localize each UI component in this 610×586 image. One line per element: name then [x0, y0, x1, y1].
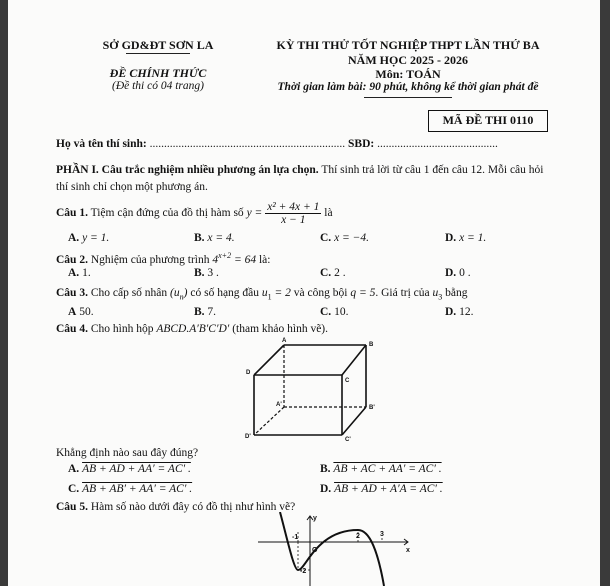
q2-base: 4	[212, 253, 219, 266]
q2-tail: là:	[256, 253, 271, 266]
q3-stem: Câu 3. Cho cấp số nhân $(u_n)$ có số hạng đầu $u_1 = 2$ và công bội q = 5. Giá trị của $u_3$ bằng	[56, 287, 468, 302]
exam-title: KỲ THI THỬ TỐT NGHIỆP THPT LẦN THỨ BA	[276, 38, 540, 52]
exam-paper	[8, 0, 600, 586]
q1-option-a: A. y = 1.	[68, 232, 110, 244]
q2-option-c: C. 2 .	[320, 267, 346, 279]
part1-desc2: thí sinh chỉ chọn một phương án.	[56, 181, 208, 193]
q2-option-b: B. 3 .	[194, 267, 219, 279]
box-figure	[236, 337, 386, 445]
q5-stem: Câu 5. Hàm số nào dưới đây có đồ thị như hình vẽ?	[56, 501, 296, 513]
school-year: NĂM HỌC 2025 - 2026	[348, 53, 468, 67]
official-label: ĐỀ CHÍNH THỨC	[109, 66, 207, 80]
label-a-prime: A'	[276, 402, 282, 408]
q1-option-c: C. x = −4.	[320, 232, 370, 244]
q3-option-a: A 50.	[68, 306, 94, 318]
label-d: D	[246, 370, 251, 376]
q4-option-b: B. AB + AC + AA′ = AC′ .	[320, 463, 442, 475]
q1-fraction	[265, 201, 321, 226]
q4-option-a: A. AB + AD + AA′ = AC′ .	[68, 463, 191, 475]
name-dots: ....................................................................	[149, 138, 346, 150]
q2-eq: = 64	[231, 253, 257, 266]
label-c: C	[345, 378, 350, 384]
function-graph	[258, 512, 418, 586]
label-d-prime: D'	[245, 434, 251, 440]
graph-label-three: 3	[380, 531, 384, 538]
label-b: B	[369, 342, 374, 348]
graph-label-two: 2	[356, 533, 360, 540]
q1-label: Câu 1.	[56, 207, 88, 219]
q1-denominator: x − 1	[281, 213, 306, 226]
name-label: Họ và tên thí sinh:	[56, 138, 147, 150]
q4-option-c: C. AB + AB′ + AA′ = AC′ .	[68, 483, 193, 495]
q2-option-d: D. 0 .	[445, 267, 471, 279]
exam-code-box: MÃ ĐỀ THI 0110	[428, 110, 548, 132]
q1-func-lhs: y =	[246, 207, 263, 219]
q2-exponent: x+2	[218, 251, 232, 260]
graph-label-origin: O	[312, 547, 318, 554]
graph-label-y: y	[313, 515, 317, 522]
q1-text: Tiệm cận đứng của đồ thị hàm số	[87, 207, 247, 219]
label-a: A	[282, 338, 287, 344]
subject: Môn: TOÁN	[375, 67, 441, 81]
department-name: SỞ GD&ĐT SƠN LA	[102, 38, 214, 52]
q4-label: Câu 4.	[56, 323, 88, 335]
q4-solid: ABCD.A′B′C′D′	[156, 323, 230, 335]
graph-label-neg2: -2	[300, 568, 307, 575]
q3-option-c: C. 10.	[320, 306, 349, 318]
time-note: Thời gian làm bài: 90 phút, không kể thời gian phát đề	[277, 81, 539, 93]
q3-label: Câu 3.	[56, 287, 88, 299]
q3-option-d: D. 12.	[445, 306, 474, 318]
q1-tail: là	[321, 207, 333, 219]
sbd-label: SBD:	[348, 138, 375, 150]
label-b-prime: B'	[369, 405, 375, 411]
q3-option-b: B. 7.	[194, 306, 217, 318]
part1-desc1: Thí sinh trả lời từ câu 1 đến câu 12. Mỗi câu hỏi	[318, 164, 544, 176]
q2-label: Câu 2.	[56, 253, 88, 266]
q1-option-d: D. x = 1.	[445, 232, 487, 244]
q5-label: Câu 5.	[56, 501, 88, 513]
q1-numerator: x² + 4x + 1	[267, 200, 320, 213]
student-info-line	[56, 138, 498, 150]
q1-stem	[56, 200, 333, 226]
q1-option-b: B. x = 4.	[194, 232, 235, 244]
graph-label-neg1: -1	[292, 534, 299, 541]
q2-stem	[56, 251, 270, 266]
q4-option-d: D. AB + AD + A′A = AC′ .	[320, 483, 443, 495]
time-underline	[364, 97, 452, 98]
pages-note: (Đề thi có 04 trang)	[112, 80, 204, 92]
graph-label-x: x	[406, 547, 410, 554]
sbd-dots: ..........................................	[377, 138, 498, 150]
label-c-prime: C'	[345, 437, 351, 443]
part1-line1	[56, 164, 543, 176]
q4-statement: Khẳng định nào sau đây đúng?	[56, 447, 199, 459]
dept-underline	[126, 53, 190, 54]
q2-option-a: A. 1.	[68, 267, 91, 279]
part1-title: PHẦN I. Câu trắc nghiệm nhiều phương án lựa chọn.	[56, 164, 319, 176]
q2-text: Nghiệm của phương trình	[87, 253, 213, 266]
q4-stem: Câu 4. Cho hình hộp ABCD.A′B′C′D′ (tham khảo hình vẽ).	[56, 323, 329, 335]
